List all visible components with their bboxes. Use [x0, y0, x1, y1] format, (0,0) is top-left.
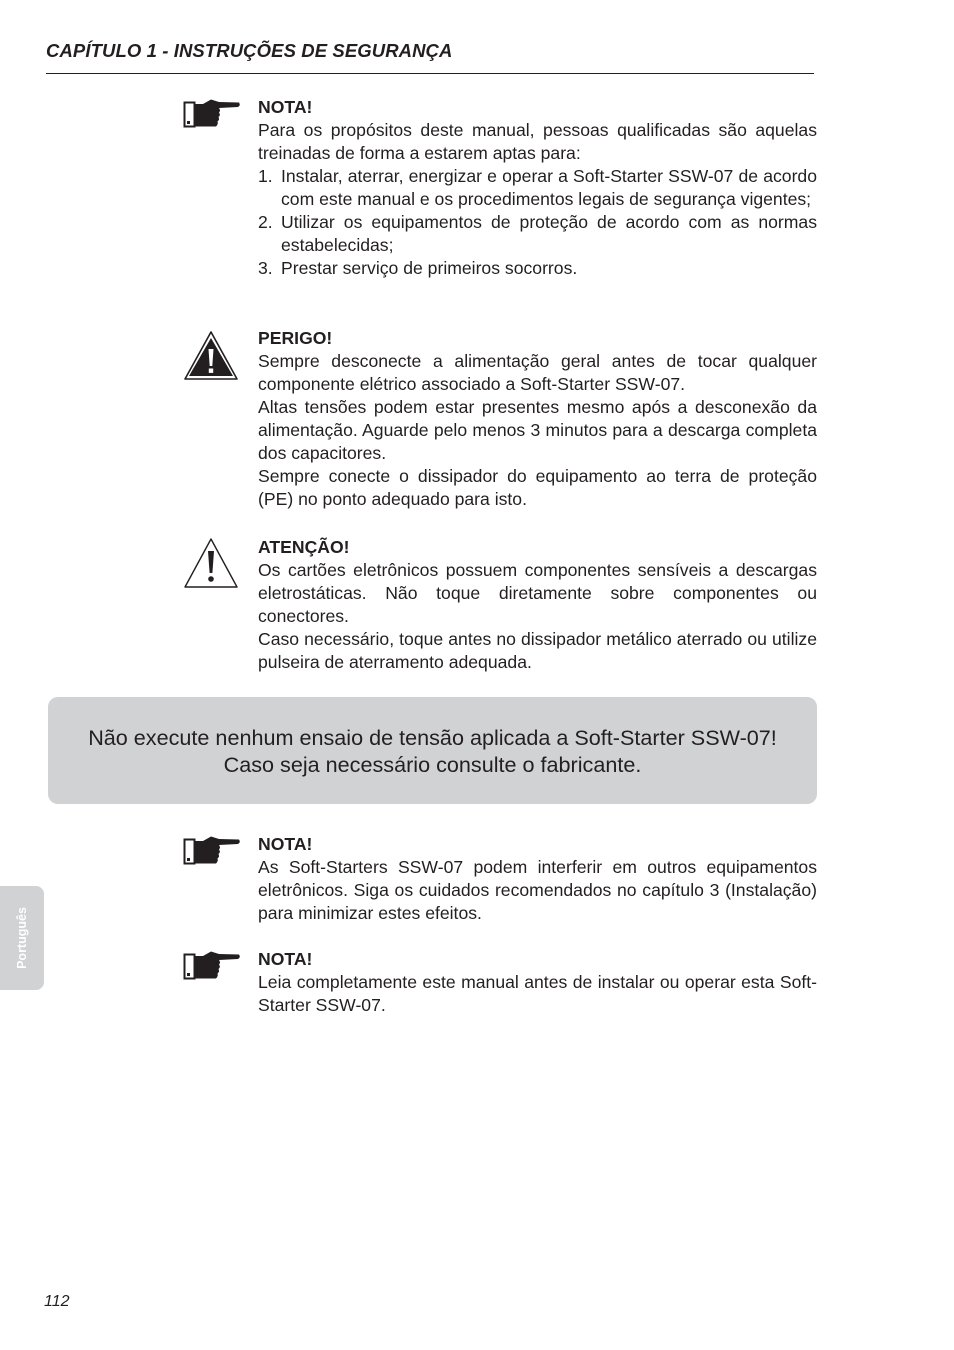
- page-number: 112: [44, 1293, 70, 1310]
- warning-banner: [48, 697, 817, 804]
- qualified-tasks-list: [258, 165, 817, 280]
- warning-triangle-icon: [183, 537, 239, 589]
- note-title: NOTA!: [258, 834, 313, 854]
- attention-title: ATENÇÃO!: [258, 537, 350, 557]
- danger-paragraph: Sempre desconecte a alimentação geral antes de tocar qualquer componente elétrico associado a Soft-Starter SSW-07.: [258, 351, 817, 394]
- list-text: Prestar serviço de primeiros socorros.: [281, 258, 578, 278]
- attention-paragraph: Caso necessário, toque antes no dissipador metálico aterrado ou utilize pulseira de aterramento adequada.: [258, 629, 817, 672]
- danger-title: PERIGO!: [258, 328, 333, 348]
- note-title: NOTA!: [258, 97, 313, 117]
- list-text: Utilizar os equipamentos de proteção de acordo com as normas estabelecidas;: [281, 212, 817, 255]
- danger-paragraph: Altas tensões podem estar presentes mesmo após a desconexão da alimentação. Aguarde pelo menos 3 minutos para a descarga completa dos capacitores.: [258, 397, 817, 463]
- list-item: [258, 211, 817, 257]
- language-tab: [0, 886, 44, 990]
- note-title: NOTA!: [258, 949, 313, 969]
- pointing-hand-icon: [183, 951, 241, 981]
- note-block: [258, 833, 817, 925]
- note-text: As Soft-Starters SSW-07 podem interferir em outros equipamentos eletrônicos. Siga os cuidados recomendados no capítulo 3 (Instalação) para minimizar estes efeitos.: [258, 857, 817, 923]
- banner-line: Não execute nenhum ensaio de tensão aplicada a Soft-Starter SSW-07!: [88, 724, 777, 750]
- list-item: [258, 257, 817, 280]
- attention-paragraph: Os cartões eletrônicos possuem componentes sensíveis a descargas eletrostáticas. Não toque diretamente sobre componentes ou conectores.: [258, 560, 817, 626]
- danger-triangle-icon: [183, 330, 239, 382]
- danger-block: [258, 327, 817, 511]
- list-item: [258, 165, 817, 211]
- chapter-title: CAPÍTULO 1 - INSTRUÇÕES DE SEGURANÇA: [46, 40, 453, 61]
- list-number: 1.: [258, 166, 273, 186]
- note-intro: Para os propósitos deste manual, pessoas qualificadas são aquelas treinadas de forma a estarem aptas para:: [258, 120, 817, 163]
- pointing-hand-icon: [183, 99, 241, 129]
- list-number: 2.: [258, 212, 273, 232]
- note-block: [258, 96, 817, 280]
- note-text: Leia completamente este manual antes de instalar ou operar esta Soft-Starter SSW-07.: [258, 972, 817, 1015]
- banner-line: Caso seja necessário consulte o fabricante.: [223, 751, 642, 777]
- header-divider: [46, 73, 814, 74]
- list-number: 3.: [258, 258, 273, 278]
- pointing-hand-icon: [183, 836, 241, 866]
- attention-block: [258, 536, 817, 674]
- danger-paragraph: Sempre conecte o dissipador do equipamento ao terra de proteção (PE) no ponto adequado para isto.: [258, 466, 817, 509]
- language-tab-label: Português: [15, 907, 29, 969]
- note-block: [258, 948, 817, 1017]
- list-text: Instalar, aterrar, energizar e operar a Soft-Starter SSW-07 de acordo com este manual e os procedimentos legais de segurança vigentes;: [281, 166, 817, 209]
